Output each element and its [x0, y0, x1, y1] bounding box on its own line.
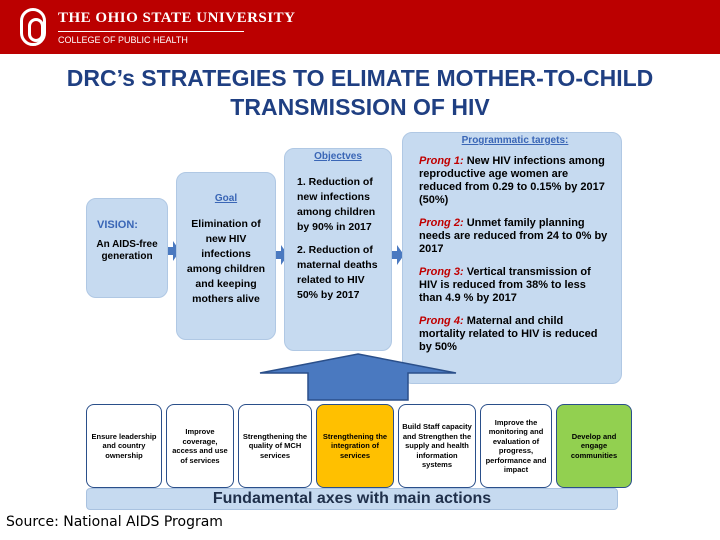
vision-text: An AIDS-free generation [96, 239, 158, 262]
prong-4-tag: Prong 4: [419, 315, 464, 327]
prong-4-target [419, 315, 611, 354]
goal-heading: Goal [214, 193, 238, 204]
prong-1-text: New HIV infections among reproductive age women are reduced from 0.29 to 0.15% by 2017 (50%) [419, 155, 605, 206]
up-arrow-icon [258, 353, 458, 401]
objectives-heading: Objectves [314, 151, 362, 162]
axis-label: Improve the monitoring and evaluation of progress, performance and impact [485, 417, 547, 474]
prong-2-tag: Prong 2: [419, 217, 464, 229]
prong-3-target [419, 266, 611, 305]
axis-integration [316, 404, 394, 488]
source-note: Source: National AIDS Program [6, 514, 223, 530]
ohio-state-logo-icon [20, 8, 46, 46]
prong-2-text: Unmet family planning needs are reduced from 24 to 0% by 2017 [419, 217, 608, 255]
vision-heading: VISION: [97, 219, 138, 231]
axis-label: Improve coverage, access and use of services [172, 427, 228, 465]
axis-coverage [166, 404, 234, 488]
objective-item: 1. Reduction of new infections among children by 90% in 2017 [297, 176, 376, 233]
axis-label: Build Staff capacity and Strengthen the supply and health information systems [402, 422, 472, 470]
axis-capacity [398, 404, 476, 488]
slide-title: DRC’s STRATEGIES TO ELIMATE MOTHER-TO-CHILD TRANSMISSION OF HIV [66, 65, 654, 120]
axis-label: Strengthening the quality of MCH services [242, 431, 308, 460]
university-name: THE OHIO STATE UNIVERSITY [58, 10, 296, 26]
prong-3-text: Vertical transmission of HIV is reduced from 38% to less than 4.9 % by 2017 [419, 266, 591, 304]
axis-label: Strengthening the integration of services [322, 431, 388, 460]
axis-quality [238, 404, 312, 488]
axis-monitoring [480, 404, 552, 488]
goal-box [176, 172, 276, 340]
fundamental-axes-label: Fundamental axes with main actions [86, 488, 618, 510]
vision-box [86, 198, 168, 298]
prong-3-tag: Prong 3: [419, 266, 464, 278]
prong-2-target [419, 217, 611, 256]
programmatic-targets-box [402, 132, 622, 384]
prong-4-text: Maternal and child mortality related to HIV is reduced by 50% [419, 315, 598, 353]
prong-1-target [419, 155, 611, 207]
targets-heading: Programmatic targets: [461, 135, 569, 146]
axis-communities [556, 404, 632, 488]
axis-leadership [86, 404, 162, 488]
objective-item: 2. Reduction of maternal deaths related to HIV 50% by 2017 [297, 244, 378, 301]
axis-label: Ensure leadership and country ownership [91, 431, 157, 460]
college-name: COLLEGE OF PUBLIC HEALTH [58, 35, 188, 45]
university-header [0, 0, 720, 54]
header-divider [58, 31, 244, 32]
prong-1-tag: Prong 1: [419, 155, 464, 167]
goal-text: Elimination of new HIV infections among children and keeping mothers alive [186, 218, 266, 305]
axis-label: Develop and engage communities [570, 431, 618, 460]
objectives-box [284, 148, 392, 351]
